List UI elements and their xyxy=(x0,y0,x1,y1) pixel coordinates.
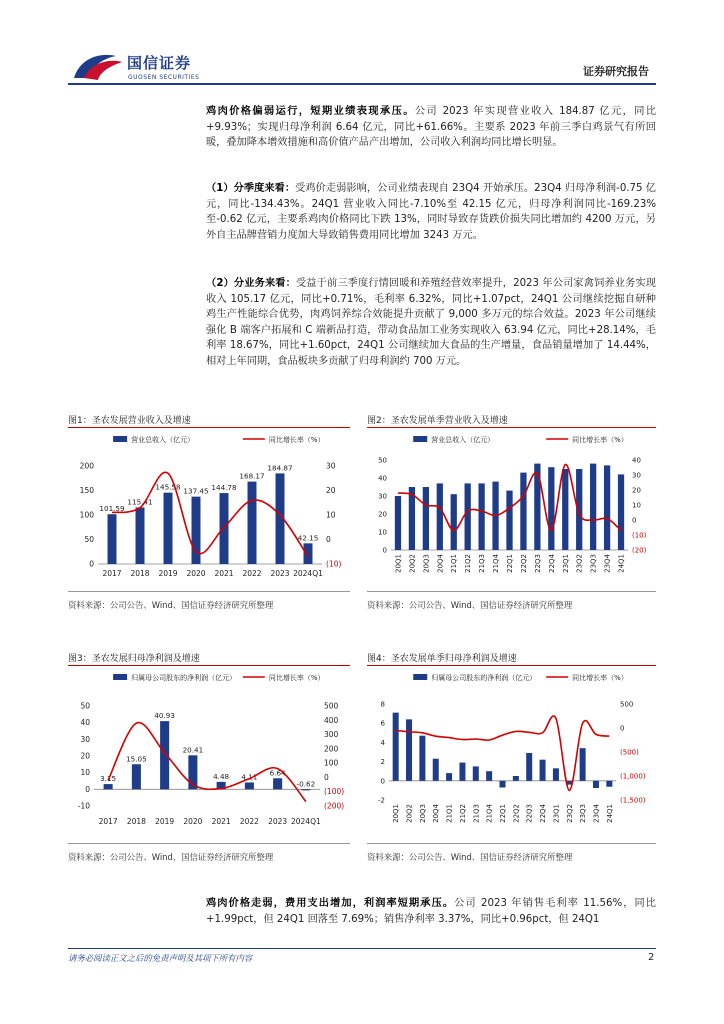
fig3-ytick-right: 300 xyxy=(324,730,339,740)
fig3-ytick-left: 0 xyxy=(85,784,90,794)
fig2-legend-bar-swatch xyxy=(413,436,427,442)
fig1-ytick-left: 0 xyxy=(89,559,94,569)
fig2-bar xyxy=(451,494,457,550)
fig2-xtick: 23Q4 xyxy=(603,554,612,573)
fig4-xtick: 23Q4 xyxy=(592,804,601,823)
fig4-xtick: 22Q1 xyxy=(499,804,507,823)
fig3-xtick: 2018 xyxy=(126,817,146,826)
fig1-ytick-left: 150 xyxy=(79,486,94,495)
fig2-bar xyxy=(465,483,471,550)
fig4-legend-bar-swatch xyxy=(413,674,427,680)
fig3-data-label: 4.11 xyxy=(241,772,258,782)
fig1-data-label: 145.58 xyxy=(155,482,181,492)
fig1-data-label: 42.15 xyxy=(297,533,319,543)
fig2-xtick: 20Q3 xyxy=(422,554,431,573)
fig4-rule xyxy=(367,665,656,666)
fig4-growth-line xyxy=(396,716,610,790)
fig3-ytick-right: 100 xyxy=(324,758,339,768)
paragraph-business xyxy=(206,276,656,369)
fig4-bar xyxy=(499,781,505,788)
fig4-xtick: 22Q4 xyxy=(539,804,548,823)
fig3-data-label: 4.48 xyxy=(213,771,230,781)
fig3-xtick: 2024Q1 xyxy=(290,817,321,826)
header xyxy=(0,0,724,90)
fig4-bar xyxy=(513,776,519,781)
fig2-xtick: 23Q1 xyxy=(561,554,570,573)
fig2-xtick: 20Q4 xyxy=(436,554,445,573)
fig3-ytick-left: 30 xyxy=(80,734,90,744)
fig4-xtick: 22Q2 xyxy=(512,804,521,823)
fig3-bottom-rule xyxy=(68,843,350,844)
fig3-data-label: -0.62 xyxy=(296,779,316,789)
fig2-ytick-left: 0 xyxy=(382,546,387,555)
fig2-xtick: 23Q2 xyxy=(575,554,584,573)
paragraph-summary-bold: 鸡肉价格偏弱运行，短期业绩表现承压。 xyxy=(206,106,415,117)
fig1-legend-bar-swatch xyxy=(113,436,127,442)
fig2-xtick: 23Q3 xyxy=(589,554,598,573)
fig4-xtick: 21Q2 xyxy=(458,804,467,823)
page-number: 2 xyxy=(648,952,655,963)
fig2-xtick: 21Q4 xyxy=(492,554,501,573)
fig4-ytick-right: 0 xyxy=(620,724,625,733)
fig4-bar xyxy=(606,781,612,787)
fig1-data-label: 184.87 xyxy=(267,463,293,473)
fig1-source: 资料来源：公司公告、Wind、国信证券经济研究所整理 xyxy=(68,600,274,610)
fig3-xtick: 2022 xyxy=(239,817,259,826)
fig4-ytick-left: -2 xyxy=(378,796,385,805)
fig2-xtick: 22Q3 xyxy=(533,554,542,573)
fig1-title: 图1：圣农发展营业收入及增速 xyxy=(68,416,191,426)
fig4-source: 资料来源：公司公告、Wind、国信证券经济研究所整理 xyxy=(367,852,573,862)
fig2-legend-line-label: 同比增长率（%） xyxy=(572,436,628,444)
paragraph-margins-bold: 鸡肉价格走弱，费用支出增加，利润率短期承压。 xyxy=(206,898,455,909)
fig3-ytick-left: 50 xyxy=(80,701,90,711)
fig4-bar xyxy=(593,781,599,788)
fig2-xtick: 20Q1 xyxy=(394,554,403,573)
fig3-data-label: 40.93 xyxy=(154,711,175,721)
fig4-xtick: 23Q2 xyxy=(565,804,574,823)
fig3-data-label: 6.64 xyxy=(269,768,286,778)
fig3-bar xyxy=(132,764,141,789)
fig4-bar xyxy=(553,768,559,780)
fig2-xtick: 20Q2 xyxy=(408,554,417,573)
fig1-xtick: 2019 xyxy=(158,569,178,578)
fig3-legend-line-label: 同比增长率（%） xyxy=(268,674,325,682)
fig4-bar xyxy=(540,760,546,781)
paragraph-business-text: 受益于前三季度行情回暖和养殖经营效率提升，2023 年公司家禽饲养业务实现收入 105.17 亿元，同比+0.71%，毛利率 6.32%，同比+1.07pct，24Q1 公司继续挖掘自研种鸡生产性能综合优势，肉鸡饲养综合效能提升贡献了 9,000 多万元的综合效益。2023 年公司继续强化 B 端客户拓展和 C 端新品打造，带动食品加工业务实现收入 63.94 亿元，同比+28.14%，毛利率 18.67%，同比+1.60pct，24Q1 公司继续加大食品的生产增量，食品销量增加了 14.44%，相对上年同期，食品板块多贡献了归母利润约 700 万元。 xyxy=(206,278,656,367)
fig1-rule xyxy=(68,427,350,428)
fig2-ytick-right: (20) xyxy=(632,546,647,555)
fig3-bar xyxy=(160,721,169,789)
fig2-bar xyxy=(395,496,401,550)
fig1-bar xyxy=(248,482,257,564)
fig1-bar xyxy=(304,543,313,564)
paragraph-summary xyxy=(206,104,656,151)
fig3-source: 资料来源：公司公告、Wind、国信证券经济研究所整理 xyxy=(68,852,274,862)
fig4-bar xyxy=(580,748,586,781)
fig1-data-label: 168.17 xyxy=(239,471,265,481)
fig1-bar xyxy=(136,507,145,564)
fig3-bar xyxy=(301,789,310,790)
fig2-xtick: 22Q2 xyxy=(519,554,528,573)
fig3-ytick-right: (100) xyxy=(324,787,345,797)
fig3-xtick: 2023 xyxy=(268,817,288,826)
fig4-bottom-rule xyxy=(367,843,656,844)
paragraph-quarterly xyxy=(206,181,656,243)
fig2-ytick-right: 40 xyxy=(632,456,641,465)
paragraph-quarterly-text: 受鸡价走弱影响，公司业绩表现自 23Q4 开始承压。23Q4 归母净利润-0.75 亿元，同比-134.43%。24Q1 营业收入同比-7.10%至 42.15 亿元，归母净利润同比-169.23%至-0.62 亿元，主要系鸡肉价格同比下跌 13%，同时导致存货跌价损失同比增加约 4200 万元，另外自主品牌营销力度加大导致销售费用同比增加 3243 万元。 xyxy=(206,183,656,241)
fig1-xtick: 2017 xyxy=(102,569,122,578)
logo-name-cn: 国信证券 xyxy=(127,54,192,72)
fig1-data-label: 101.59 xyxy=(99,504,125,514)
paragraph-margins-text: 公司 2023 年销售毛利率 11.56%，同比+1.99pct，但 24Q1 回落至 7.69%；销售净利率 3.37%，同比+0.96pct，但 24Q1 xyxy=(206,898,656,925)
fig1-ytick-left: 50 xyxy=(84,535,94,544)
fig1-legend-line-label: 同比增长率（%） xyxy=(268,436,325,444)
fig3-data-label: 20.41 xyxy=(182,745,204,755)
fig2-bar xyxy=(423,487,429,550)
fig4-ytick-right: (1,000) xyxy=(620,772,646,781)
fig4-ytick-left: 4 xyxy=(380,738,385,747)
logo-name-en: GUOSEN SECURITIES xyxy=(128,74,200,81)
fig4-xtick: 20Q2 xyxy=(405,804,414,823)
fig2-bar xyxy=(478,483,484,550)
fig2-bar xyxy=(562,469,568,550)
fig2-xtick: 21Q3 xyxy=(478,554,487,573)
fig2-bottom-rule xyxy=(367,591,656,592)
fig3-legend-bar-swatch xyxy=(113,674,127,680)
fig3-rule xyxy=(68,665,350,666)
fig2-ytick-left: 30 xyxy=(378,492,387,501)
fig1-ytick-left: 100 xyxy=(79,510,94,520)
fig1-ytick-left: 200 xyxy=(79,461,94,471)
fig3-ytick-right: (200) xyxy=(324,801,345,811)
fig2-bar xyxy=(618,474,624,550)
fig4-bar xyxy=(393,713,399,781)
fig1-bar xyxy=(108,514,117,564)
fig2-bar xyxy=(437,483,443,550)
fig3-bar xyxy=(245,782,254,789)
fig3-data-label: 15.05 xyxy=(126,754,147,764)
fig3-ytick-right: 500 xyxy=(324,701,339,711)
fig1-ytick-right: (10) xyxy=(326,559,342,569)
fig1-ytick-right: 10 xyxy=(326,510,336,520)
fig2-xtick: 21Q1 xyxy=(450,554,459,573)
report-type: 证券研究报告 xyxy=(583,65,649,78)
fig2-source: 资料来源：公司公告、Wind、国信证券经济研究所整理 xyxy=(367,600,573,610)
fig3-bar xyxy=(104,784,113,789)
fig3-chart xyxy=(68,668,350,828)
fig2-xtick: 22Q1 xyxy=(506,554,514,573)
fig1-data-label: 144.78 xyxy=(211,483,237,493)
fig3-ytick-left: 40 xyxy=(80,718,90,728)
fig3-ytick-left: -10 xyxy=(77,801,90,811)
fig2-ytick-left: 10 xyxy=(378,528,387,537)
fig1-ytick-right: 20 xyxy=(326,486,336,495)
fig1-xtick: 2020 xyxy=(186,569,206,578)
footer-disclaimer: 请务必阅读正文之后的免责声明及其项下所有内容 xyxy=(68,953,253,963)
fig3-xtick: 2019 xyxy=(155,817,175,826)
fig4-xtick: 20Q3 xyxy=(418,804,427,823)
fig2-bar xyxy=(520,473,526,550)
fig4-xtick: 21Q1 xyxy=(445,804,454,823)
fig1-ytick-right: 0 xyxy=(326,535,331,544)
fig4-xtick: 23Q1 xyxy=(552,804,561,823)
fig3-title: 图3：圣农发展归母净利润及增速 xyxy=(68,654,200,664)
fig2-title: 图2：圣农发展单季营业收入及增速 xyxy=(367,416,508,426)
fig1-xtick: 2023 xyxy=(270,569,290,578)
fig4-chart xyxy=(367,668,656,828)
fig1-data-label: 115.41 xyxy=(127,497,153,507)
fig2-bar xyxy=(548,467,554,550)
fig2-ytick-right: (10) xyxy=(632,531,647,540)
fig1-ytick-right: 30 xyxy=(326,461,336,471)
fig4-bar xyxy=(446,773,452,781)
fig3-xtick: 2020 xyxy=(183,817,203,826)
fig2-legend-bar-label: 营业总收入（亿元） xyxy=(431,436,495,444)
fig3-ytick-right: 400 xyxy=(324,715,339,725)
fig4-legend-bar-label: 归属母公司股东的净利润（亿元） xyxy=(431,674,537,682)
fig4-xtick: 21Q4 xyxy=(485,804,494,823)
fig2-xtick: 24Q1 xyxy=(617,554,626,573)
fig3-xtick: 2021 xyxy=(211,817,231,826)
fig2-bar xyxy=(506,491,512,550)
fig4-ytick-left: 2 xyxy=(380,758,385,767)
paragraph-margins xyxy=(206,896,656,927)
fig4-bar xyxy=(406,719,412,780)
fig4-bar xyxy=(419,736,425,781)
fig3-bar xyxy=(273,778,282,789)
fig2-bar xyxy=(590,464,596,550)
paragraph-summary-text: 公司 2023 年实现营业收入 184.87 亿元，同比+9.93%；实现归母净利润 6.64 亿元，同比+61.66%。主要系 2023 年前三季白鸡景气有所回暖，叠加降本增效措施和高价值产品产出增加，公司收入利润均同比增长明显。 xyxy=(206,106,657,148)
header-rule xyxy=(68,83,656,85)
fig2-ytick-right: 20 xyxy=(632,486,641,495)
fig4-title: 图4：圣农发展单季归母净利润及增速 xyxy=(367,654,517,664)
fig2-xtick: 21Q2 xyxy=(464,554,473,573)
fig1-data-label: 137.45 xyxy=(183,486,209,496)
fig3-ytick-right: 0 xyxy=(324,772,329,782)
fig2-ytick-left: 50 xyxy=(378,456,387,465)
fig2-ytick-right: 30 xyxy=(632,471,641,480)
fig2-chart xyxy=(367,430,656,580)
fig3-ytick-right: 200 xyxy=(324,744,339,754)
fig4-legend-line-label: 同比增长率（%） xyxy=(572,674,628,682)
fig1-xtick: 2022 xyxy=(242,569,262,578)
fig4-bar xyxy=(526,753,532,781)
fig4-bar xyxy=(433,759,439,781)
fig4-ytick-right: (500) xyxy=(620,748,639,757)
fig4-xtick: 20Q4 xyxy=(432,804,441,823)
fig2-ytick-right: 10 xyxy=(632,501,641,510)
fig4-xtick: 20Q1 xyxy=(392,804,401,823)
fig3-ytick-left: 10 xyxy=(80,768,90,778)
fig3-ytick-left: 20 xyxy=(80,751,90,761)
fig2-ytick-left: 40 xyxy=(378,474,387,483)
fig4-xtick: 21Q3 xyxy=(472,804,481,823)
fig1-xtick: 2018 xyxy=(130,569,150,578)
fig4-xtick: 22Q3 xyxy=(525,804,534,823)
fig2-xtick: 22Q4 xyxy=(547,554,556,573)
fig3-legend-bar-label: 归属母公司股东的净利润（亿元） xyxy=(131,674,237,682)
fig1-bar xyxy=(164,493,173,564)
paragraph-business-bold: （2）分业务来看： xyxy=(206,278,296,289)
fig4-xtick: 24Q1 xyxy=(605,804,614,823)
fig1-xtick: 2021 xyxy=(214,569,234,578)
fig2-ytick-right: 0 xyxy=(632,516,637,525)
fig2-bar xyxy=(604,465,610,550)
fig1-bottom-rule xyxy=(68,591,350,592)
guosen-logo-icon xyxy=(70,48,124,84)
fig4-ytick-left: 0 xyxy=(380,777,385,786)
fig4-ytick-right: (1,500) xyxy=(620,796,646,805)
fig4-ytick-right: 500 xyxy=(620,700,634,709)
fig4-ytick-left: 6 xyxy=(380,719,385,728)
fig1-xtick: 2024Q1 xyxy=(293,569,323,578)
fig1-chart xyxy=(68,430,350,580)
fig4-bar xyxy=(486,771,492,781)
fig4-ytick-left: 8 xyxy=(380,700,385,709)
fig4-bar xyxy=(473,766,479,780)
fig3-xtick: 2017 xyxy=(98,817,118,826)
paragraph-quarterly-bold: （1）分季度来看： xyxy=(206,183,296,194)
fig2-ytick-left: 20 xyxy=(378,510,387,519)
fig2-rule xyxy=(367,427,656,428)
fig4-xtick: 23Q3 xyxy=(579,804,588,823)
fig2-bar xyxy=(534,464,540,550)
fig1-bar xyxy=(220,493,229,564)
footer-rule xyxy=(68,948,656,949)
fig3-data-label: 3.15 xyxy=(100,774,117,784)
fig1-legend-bar-label: 营业总收入（亿元） xyxy=(131,436,195,444)
fig4-bar xyxy=(459,763,465,781)
